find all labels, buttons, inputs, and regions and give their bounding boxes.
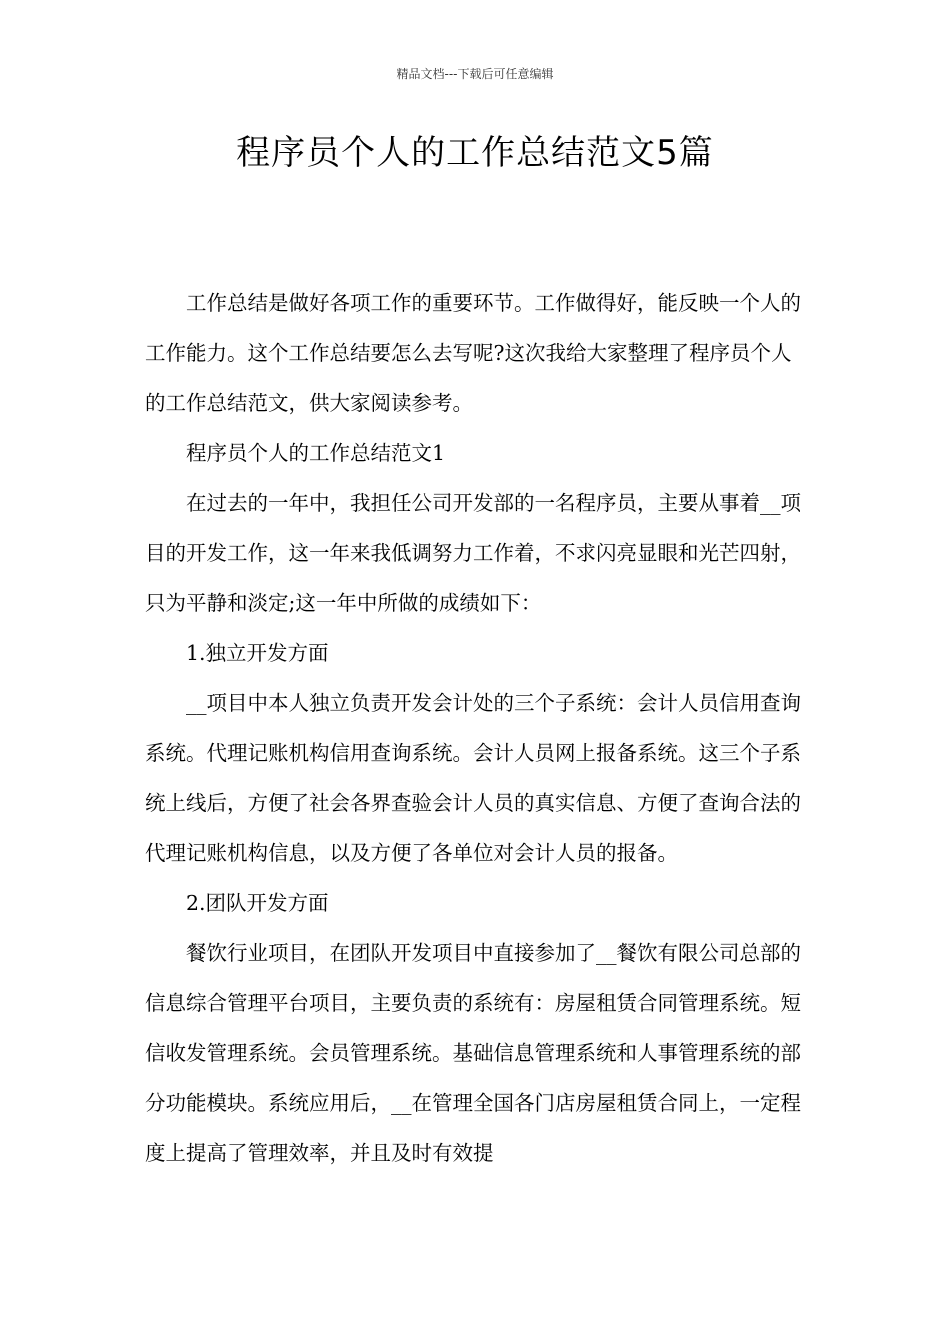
document-body	[145, 278, 810, 1178]
section-heading-1: 程序员个人的工作总结范文1	[186, 441, 446, 465]
page-header-note: 精品文档---下载后可任意编辑	[396, 67, 554, 81]
paragraph-independent-dev: __项目中本人独立负责开发会计处的三个子系统：会计人员信用查询系统。代理记账机构信用查询系统。会计人员网上报备系统。这三个子系统上线后，方便了社会各界查验会计人员的真实信息、方便了查询合法的代理记账机构信息，以及方便了各单位对会计人员的报备。	[145, 691, 801, 865]
paragraph-intro: 工作总结是做好各项工作的重要环节。工作做得好，能反映一个人的工作能力。这个工作总结要怎么去写呢?这次我给大家整理了程序员个人的工作总结范文，供大家阅读参考。	[145, 291, 801, 415]
document-title: 程序员个人的工作总结范文5篇	[236, 133, 714, 173]
paragraph-team-dev: 餐饮行业项目，在团队开发项目中直接参加了__餐饮有限公司总部的信息综合管理平台项目，主要负责的系统有：房屋租赁合同管理系统。短信收发管理系统。会员管理系统。基础信息管理系统和人事管理系统的部分功能模块。系统应用后，__在管理全国各门店房屋租赁合同上，一定程度上提高了管理效率，并且及时有效提	[145, 941, 801, 1165]
paragraph-overview: 在过去的一年中，我担任公司开发部的一名程序员，主要从事着__项目的开发工作，这一年来我低调努力工作着，不求闪亮显眼和光芒四射，只为平静和淡定;这一年中所做的成绩如下：	[145, 491, 801, 615]
subheading-independent-dev: 1.独立开发方面	[186, 641, 329, 665]
subheading-team-dev: 2.团队开发方面	[186, 891, 329, 915]
